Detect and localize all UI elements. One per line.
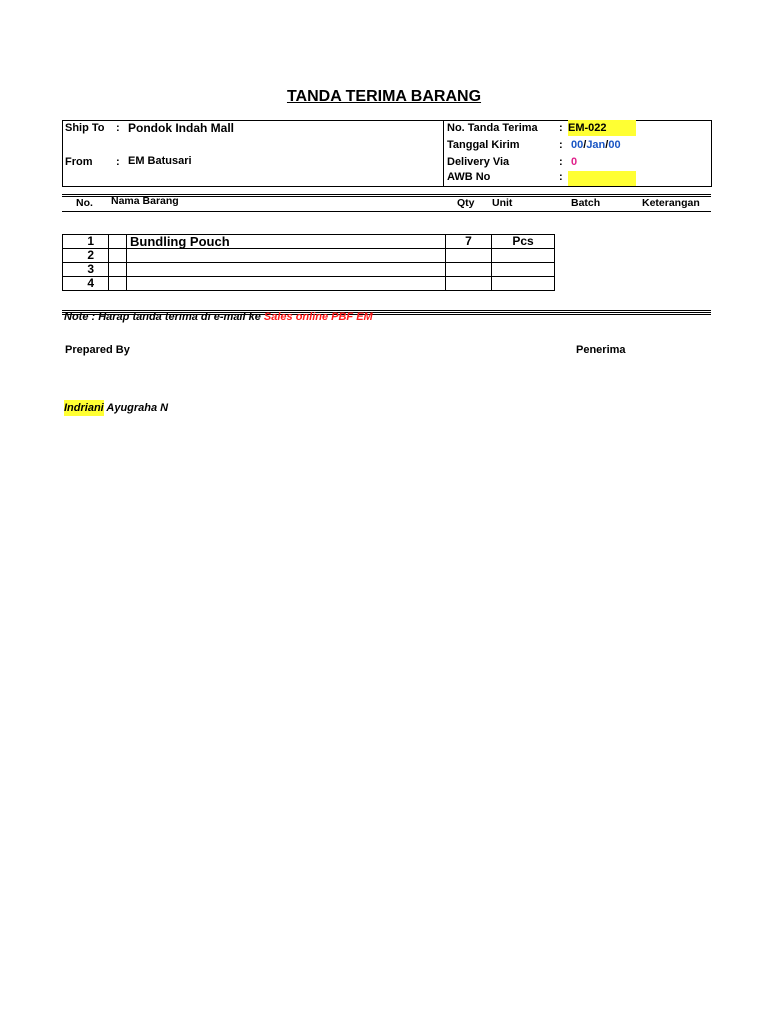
delivery-via-label: Delivery Via <box>447 156 510 168</box>
delivery-via-colon: : <box>559 156 563 168</box>
item-qty <box>446 263 492 277</box>
item-qty: 7 <box>446 235 492 249</box>
item-unit <box>492 263 555 277</box>
from-label: From <box>65 156 93 168</box>
items-table <box>62 234 555 291</box>
item-no: 3 <box>63 263 109 277</box>
table-row <box>63 263 555 277</box>
item-gap <box>109 249 127 263</box>
item-unit: Pcs <box>492 235 555 249</box>
note-prefix: Note : Harap tanda terima di e-mail ke <box>64 311 261 323</box>
item-gap <box>109 263 127 277</box>
from-colon: : <box>116 156 120 168</box>
note-highlight: Sales online PBF EM <box>263 311 373 323</box>
document-title: TANDA TERIMA BARANG <box>286 88 482 105</box>
ship-to-colon: : <box>116 122 120 134</box>
header-divider <box>443 120 444 187</box>
tanggal-sep-2: / <box>605 139 609 151</box>
item-unit <box>492 249 555 263</box>
ship-to-label: Ship To <box>65 122 105 134</box>
preparer-first-name: Indriani <box>64 402 104 414</box>
tanggal-day: 00 <box>571 139 584 151</box>
col-keterangan: Keterangan <box>642 197 700 209</box>
table-row <box>63 235 555 249</box>
awb-no-colon: : <box>559 171 563 183</box>
no-tanda-terima-value: EM-022 <box>568 120 636 136</box>
tanggal-sep-1: / <box>583 139 587 151</box>
no-tanda-terima-colon: : <box>559 122 563 134</box>
item-name <box>127 249 446 263</box>
column-header-bottom-rule <box>62 211 711 212</box>
item-qty <box>446 249 492 263</box>
item-qty <box>446 277 492 291</box>
tanggal-kirim-label: Tanggal Kirim <box>447 139 520 151</box>
no-tanda-terima-label: No. Tanda Terima <box>447 122 538 134</box>
table-row <box>63 249 555 263</box>
note-text <box>64 311 373 323</box>
col-no: No. <box>76 197 93 209</box>
item-no: 4 <box>63 277 109 291</box>
prepared-by-label: Prepared By <box>65 344 130 356</box>
item-unit <box>492 277 555 291</box>
delivery-via-value: 0 <box>571 156 578 168</box>
penerima-label: Penerima <box>576 344 626 356</box>
tanggal-month: Jan <box>586 139 606 151</box>
item-name: Bundling Pouch <box>127 235 446 249</box>
preparer-name <box>64 402 168 414</box>
item-no: 1 <box>63 235 109 249</box>
item-gap <box>109 277 127 291</box>
col-qty: Qty <box>457 197 475 209</box>
item-gap <box>109 235 127 249</box>
col-batch: Batch <box>571 197 601 209</box>
col-unit: Unit <box>492 197 513 209</box>
table-row <box>63 277 555 291</box>
preparer-last-name: Ayugraha N <box>103 402 169 414</box>
tanggal-kirim-value <box>571 139 621 151</box>
item-name <box>127 263 446 277</box>
tanggal-kirim-colon: : <box>559 139 563 151</box>
item-name <box>127 277 446 291</box>
ship-to-value: Pondok Indah Mall <box>128 121 235 135</box>
awb-no-value <box>568 171 636 186</box>
item-no: 2 <box>63 249 109 263</box>
awb-no-label: AWB No <box>447 171 491 183</box>
col-nama-barang: Nama Barang <box>111 195 179 207</box>
tanggal-year: 00 <box>608 139 621 151</box>
from-value: EM Batusari <box>128 155 192 167</box>
